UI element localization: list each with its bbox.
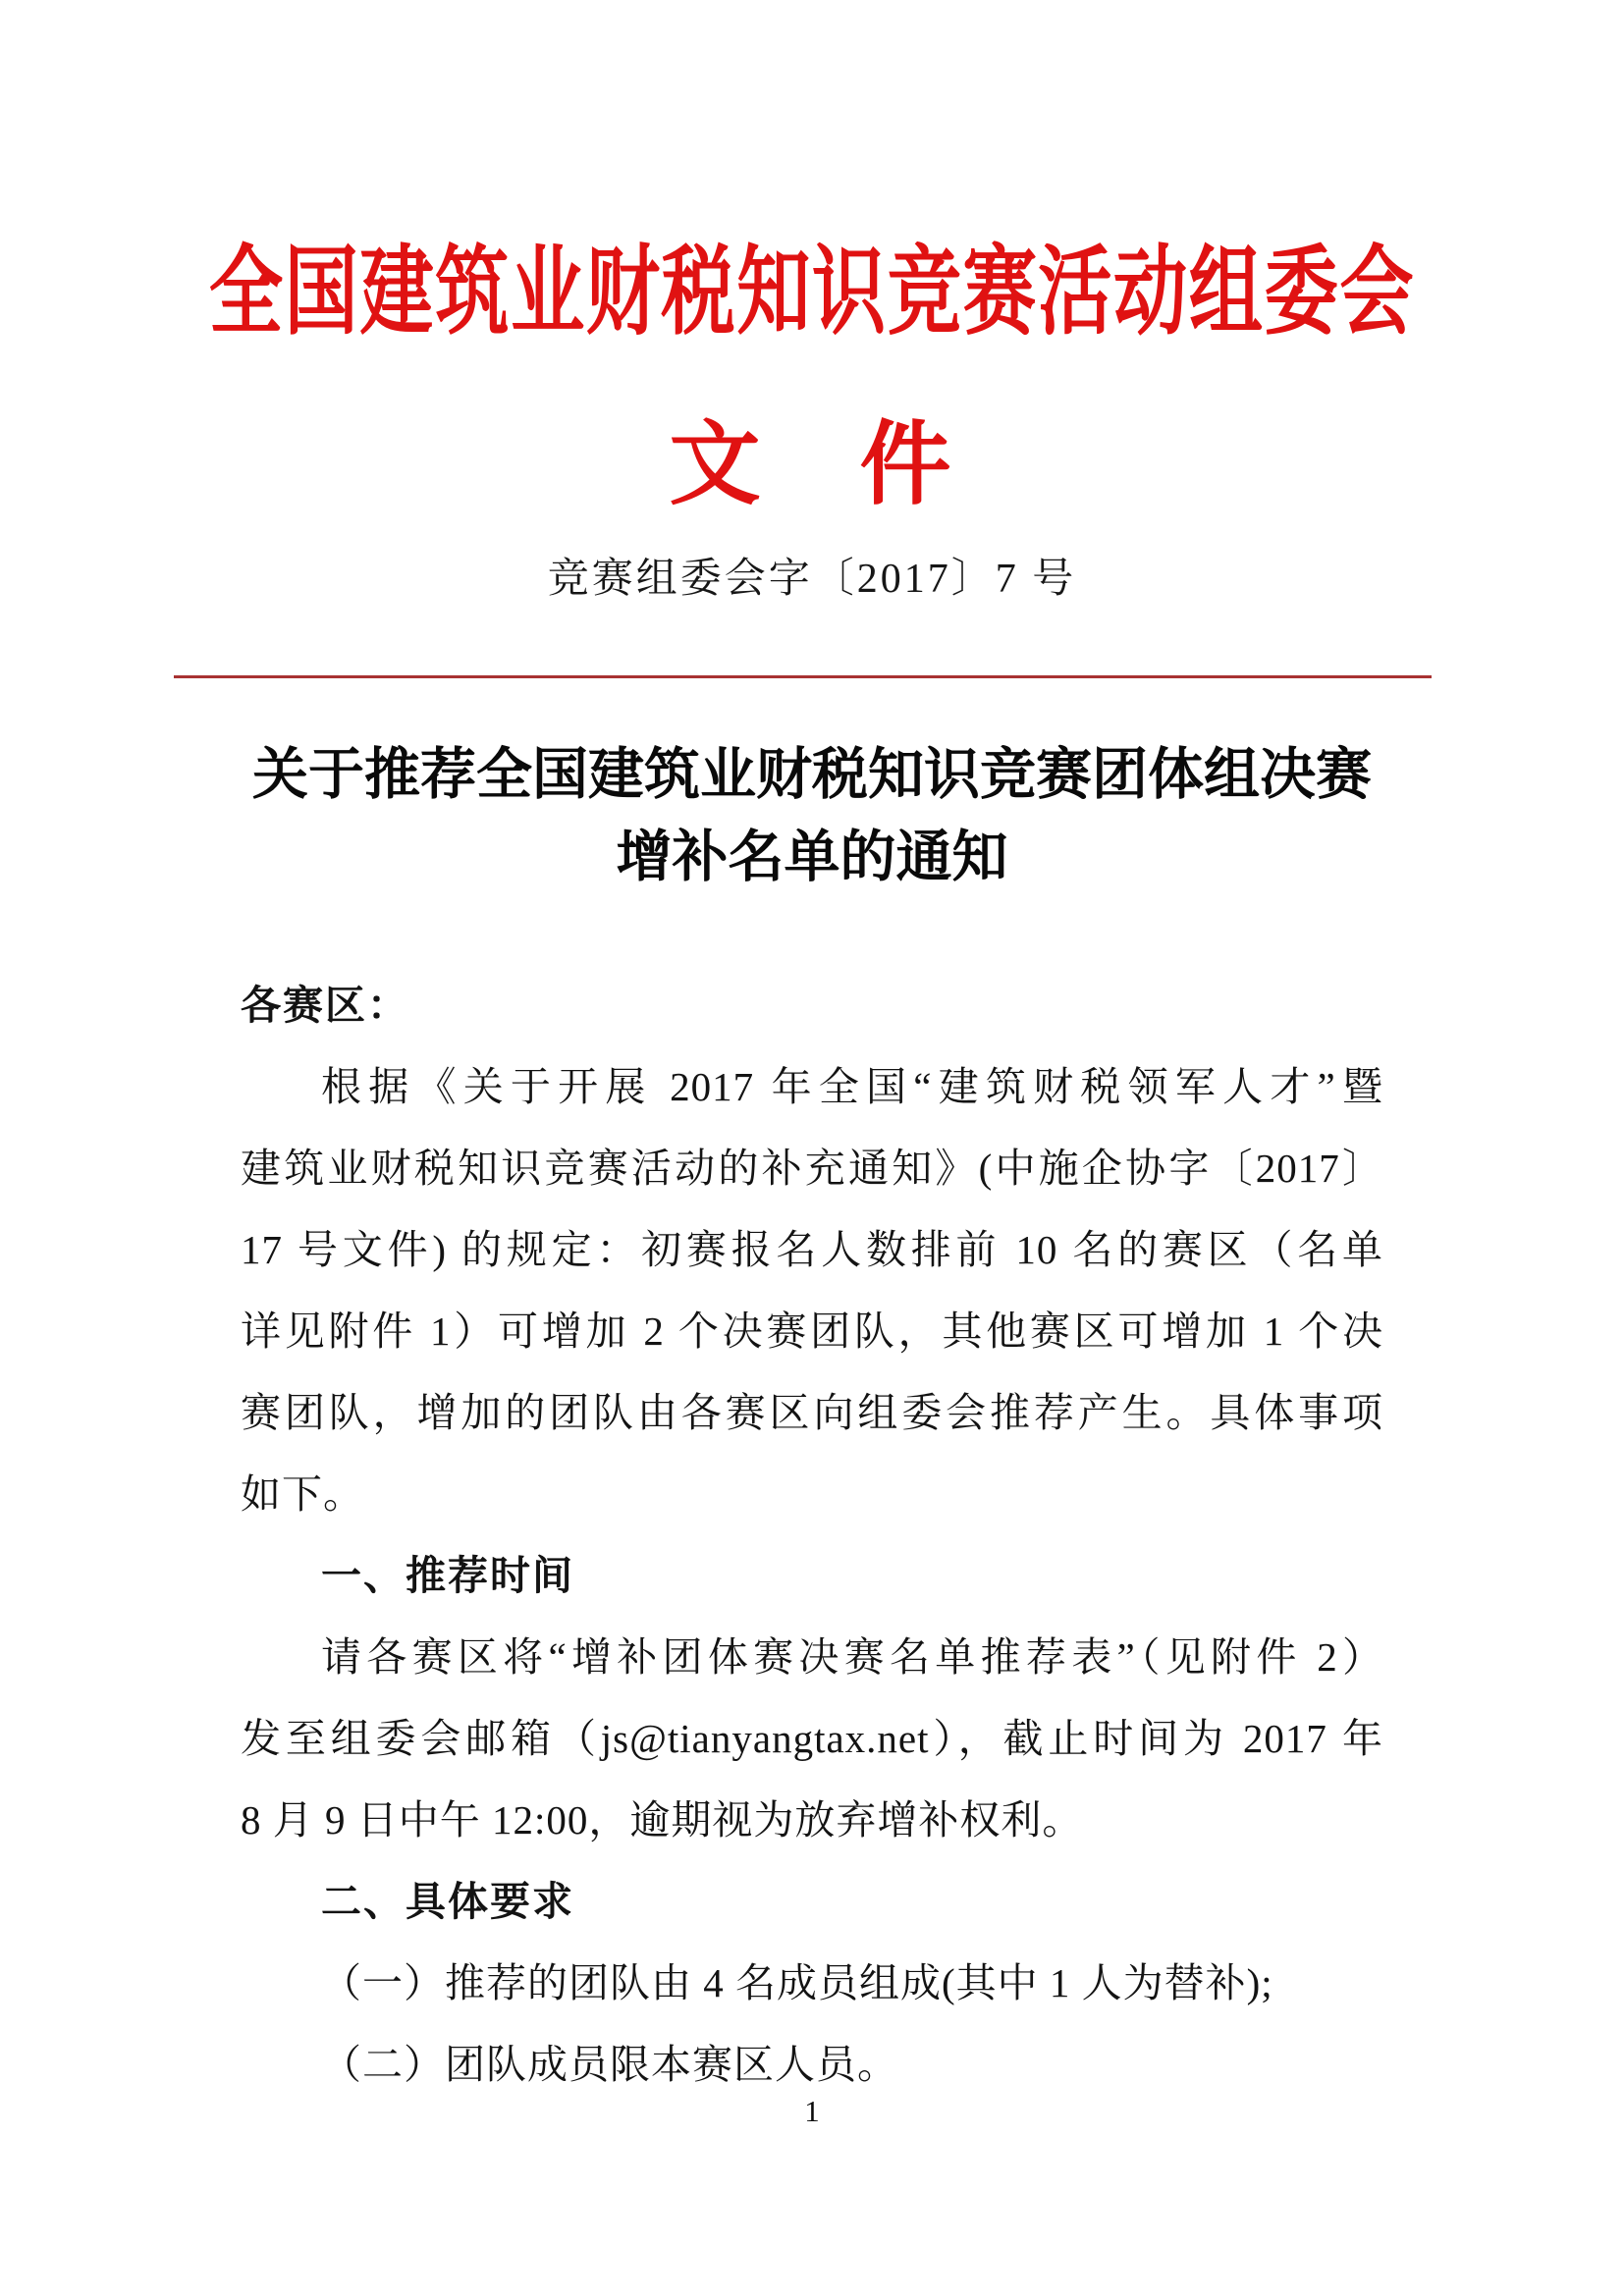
letterhead-org-title xyxy=(0,214,1624,353)
document-body xyxy=(241,965,1383,2106)
section-heading-2: 二、具体要求 xyxy=(321,1879,574,1924)
document-title-line2: 增补名单的通知 xyxy=(616,827,1008,888)
paragraph-line: 17 号文件) 的规定：初赛报名人数排前 10 名的赛区（名单 xyxy=(241,1227,1383,1272)
document-title xyxy=(0,734,1624,899)
paragraph-line: 建筑业财税知识竞赛活动的补充通知》(中施企协字〔2017〕 xyxy=(241,1146,1383,1191)
section-heading-1: 一、推荐时间 xyxy=(321,1553,574,1598)
paragraph-line: 根据《关于开展 2017 年全国“建筑财税领军人才”暨 xyxy=(321,1064,1383,1109)
paragraph-line: 详见附件 1）可增加 2 个决赛团队，其他赛区可增加 1 个决 xyxy=(241,1308,1383,1354)
letterhead-doc-type: 文 件 xyxy=(669,415,955,516)
paragraph-line: 如下。 xyxy=(241,1471,364,1517)
document-title-line1: 关于推荐全国建筑业财税知识竞赛团体组决赛 xyxy=(252,744,1372,806)
doc-reference-number: 竞赛组委会字〔2017〕7 号 xyxy=(547,557,1077,602)
list-item: （一）推荐的团队由 4 名成员组成(其中 1 人为替补); xyxy=(321,1960,1273,2005)
list-item: （二）团队成员限本赛区人员。 xyxy=(321,2042,898,2087)
paragraph-line: 发至组委会邮箱（js@tianyangtax.net），截止时间为 2017 年 xyxy=(241,1716,1383,1761)
paragraph-line: 8 月 9 日中午 12:00，逾期视为放弃增补权利。 xyxy=(241,1797,1084,1842)
page-number: 1 xyxy=(804,2094,820,2128)
paragraph-line: 请各赛区将“增补团体赛决赛名单推荐表”（见附件 2） xyxy=(321,1634,1383,1680)
salutation: 各赛区： xyxy=(241,983,409,1028)
paragraph-line: 赛团队，增加的团队由各赛区向组委会推荐产生。具体事项 xyxy=(241,1390,1383,1435)
letterhead-divider-line xyxy=(174,675,1432,678)
letterhead-org-title-text: 全国建筑业财税知识竞赛活动组委会 xyxy=(208,240,1416,347)
